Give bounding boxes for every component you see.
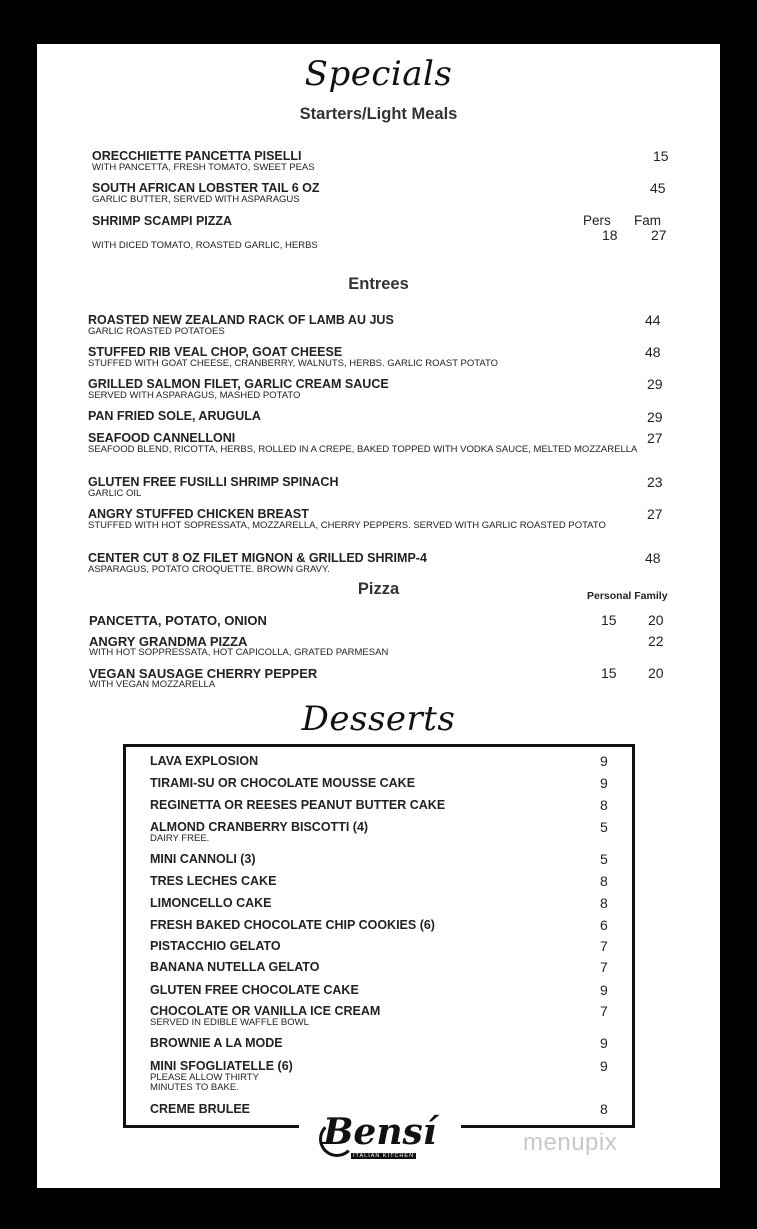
item-price: 27	[647, 430, 663, 446]
item-price: 9	[600, 753, 608, 769]
item-desc: WITH PANCETTA, FRESH TOMATO, SWEET PEAS	[92, 162, 315, 173]
list-item	[150, 1060, 293, 1093]
list-item	[88, 508, 663, 531]
item-name: PISTACCHIO GELATO	[150, 939, 281, 953]
list-item	[150, 1037, 283, 1050]
item-desc: MINUTES TO BAKE.	[150, 1082, 239, 1093]
family-price: 20	[648, 665, 664, 681]
personal-price: 15	[601, 665, 617, 681]
item-name: SOUTH AFRICAN LOBSTER TAIL 6 OZ	[92, 181, 320, 195]
personal-price: 15	[601, 612, 617, 628]
fam-price: 27	[651, 227, 667, 243]
item-price: 9	[600, 982, 608, 998]
item-name: BANANA NUTELLA GELATO	[150, 960, 320, 974]
item-name: LAVA EXPLOSION	[150, 754, 259, 768]
item-price: 8	[600, 797, 608, 813]
item-price: 9	[600, 1058, 608, 1074]
pers-price: 18	[602, 227, 618, 243]
item-name: REGINETTA OR REESES PEANUT BUTTER CAKE	[150, 798, 446, 812]
item-price: 8	[600, 873, 608, 889]
item-price: 8	[600, 895, 608, 911]
list-item	[150, 1103, 250, 1116]
item-name: VEGAN SAUSAGE CHERRY PEPPER	[89, 666, 318, 681]
item-price: 29	[647, 376, 663, 392]
list-item	[150, 919, 435, 932]
desserts-box	[123, 744, 635, 1128]
list-item	[88, 476, 338, 499]
item-name: PANCETTA, POTATO, ONION	[89, 613, 267, 628]
item-price: 27	[647, 506, 663, 522]
list-item	[88, 346, 498, 369]
menupix-watermark: menupix	[523, 1129, 618, 1156]
item-name: SEAFOOD CANNELLONI	[88, 431, 236, 445]
item-price: 8	[600, 1101, 608, 1117]
item-price: 5	[600, 819, 608, 835]
item-name: ROASTED NEW ZEALAND RACK OF LAMB AU JUS	[88, 313, 394, 327]
item-name: PAN FRIED SOLE, ARUGULA	[88, 409, 261, 423]
list-item	[150, 961, 319, 974]
item-price: 48	[645, 344, 661, 360]
item-desc: SERVED WITH ASPARAGUS, MASHED POTATO	[88, 390, 301, 401]
bensi-logo	[299, 1109, 461, 1169]
item-price: 29	[647, 409, 663, 425]
list-item	[150, 821, 368, 844]
item-name: MINI CANNOLI (3)	[150, 852, 256, 866]
item-name: CREME BRULEE	[150, 1102, 251, 1116]
item-name: ANGRY GRANDMA PIZZA	[89, 634, 248, 649]
item-desc: SEAFOOD BLEND, RICOTTA, HERBS, ROLLED IN A CREPE, BAKED TOPPED WITH VODKA SAUCE, MELTED MOZZARELLA	[88, 444, 638, 455]
item-price: 9	[600, 775, 608, 791]
fam-label: Fam	[634, 213, 661, 228]
specials-title: Specials	[304, 54, 453, 94]
list-item	[88, 314, 394, 337]
item-name: STUFFED RIB VEAL CHOP, GOAT CHEESE	[88, 345, 343, 359]
list-item	[150, 777, 415, 790]
logo-subtitle: ITALIAN KITCHEN	[353, 1153, 415, 1159]
item-name: CENTER CUT 8 OZ FILET MIGNON & GRILLED SHRIMP-4	[88, 551, 427, 565]
pers-label: Pers	[583, 213, 611, 228]
item-desc: WITH DICED TOMATO, ROASTED GARLIC, HERBS	[92, 240, 318, 251]
item-desc: WITH HOT SOPPRESSATA, HOT CAPICOLLA, GRATED PARMESAN	[89, 647, 389, 658]
item-desc: GARLIC ROASTED POTATOES	[88, 326, 225, 337]
item-name: GLUTEN FREE CHOCOLATE CAKE	[150, 983, 359, 997]
item-price: 7	[600, 938, 608, 954]
list-item	[89, 614, 267, 627]
menu-page	[37, 44, 720, 1188]
item-price: 48	[645, 550, 661, 566]
item-name: TRES LECHES CAKE	[150, 874, 277, 888]
item-price: 23	[647, 474, 663, 490]
item-price: 7	[600, 959, 608, 975]
item-desc: WITH VEGAN MOZZARELLA	[89, 679, 216, 690]
list-item	[88, 410, 261, 423]
item-name: LIMONCELLO CAKE	[150, 896, 272, 910]
item-name: ALMOND CRANBERRY BISCOTTI (4)	[150, 820, 369, 834]
item-name: ORECCHIETTE PANCETTA PISELLI	[92, 149, 302, 163]
item-name: MINI SFOGLIATELLE (6)	[150, 1059, 293, 1073]
item-desc: GARLIC OIL	[88, 488, 142, 499]
list-item	[150, 940, 281, 953]
item-name: FRESH BAKED CHOCOLATE CHIP COOKIES (6)	[150, 918, 435, 932]
item-name: GLUTEN FREE FUSILLI SHRIMP SPINACH	[88, 475, 339, 489]
item-name: CHOCOLATE OR VANILLA ICE CREAM	[150, 1004, 381, 1018]
list-item	[150, 1005, 380, 1028]
list-item	[89, 667, 317, 690]
list-item	[92, 150, 315, 173]
family-price: 22	[648, 633, 664, 649]
list-item	[150, 984, 359, 997]
item-price: 15	[653, 148, 669, 164]
list-item	[150, 853, 256, 866]
list-item	[150, 897, 272, 910]
pizza-heading: Pizza	[357, 580, 400, 598]
list-item	[88, 432, 668, 455]
list-item	[150, 755, 258, 768]
item-price: 6	[600, 917, 608, 933]
item-name: GRILLED SALMON FILET, GARLIC CREAM SAUCE	[88, 377, 389, 391]
item-price: 5	[600, 851, 608, 867]
item-desc: DAIRY FREE.	[150, 833, 210, 844]
item-name: TIRAMI-SU OR CHOCOLATE MOUSSE CAKE	[150, 776, 416, 790]
starters-heading: Starters/Light Meals	[299, 105, 458, 123]
list-item	[89, 635, 388, 658]
item-desc: STUFFED WITH HOT SOPRESSATA, MOZZARELLA, CHERRY PEPPERS. SERVED WITH GARLIC ROASTED POTATO	[88, 520, 606, 531]
pizza-col-labels: Personal Family	[587, 590, 668, 602]
item-name: BROWNIE A LA MODE	[150, 1036, 283, 1050]
item-desc: PLEASE ALLOW THIRTY	[150, 1072, 259, 1083]
item-desc: STUFFED WITH GOAT CHEESE, CRANBERRY, WALNUTS, HERBS. GARLIC ROAST POTATO	[88, 358, 498, 369]
item-desc: SERVED IN EDIBLE WAFFLE BOWL	[150, 1017, 309, 1028]
item-desc: ASPARAGUS, POTATO CROQUETTE. BROWN GRAVY.	[88, 564, 330, 575]
family-price: 20	[648, 612, 664, 628]
list-item	[88, 378, 389, 401]
item-price: 7	[600, 1003, 608, 1019]
list-item	[88, 552, 427, 575]
item-desc: GARLIC BUTTER, SERVED WITH ASPARAGUS	[92, 194, 300, 205]
list-item	[150, 799, 445, 812]
entrees-heading: Entrees	[348, 275, 409, 293]
item-price: 45	[650, 180, 666, 196]
list-item	[92, 182, 320, 205]
logo-text: Bensí	[323, 1111, 437, 1153]
item-name: SHRIMP SCAMPI PIZZA	[92, 214, 233, 228]
list-item	[92, 215, 318, 251]
item-price: 9	[600, 1035, 608, 1051]
desserts-title: Desserts	[301, 699, 456, 739]
item-name: ANGRY STUFFED CHICKEN BREAST	[88, 507, 309, 521]
item-price: 44	[645, 312, 661, 328]
list-item	[150, 875, 276, 888]
